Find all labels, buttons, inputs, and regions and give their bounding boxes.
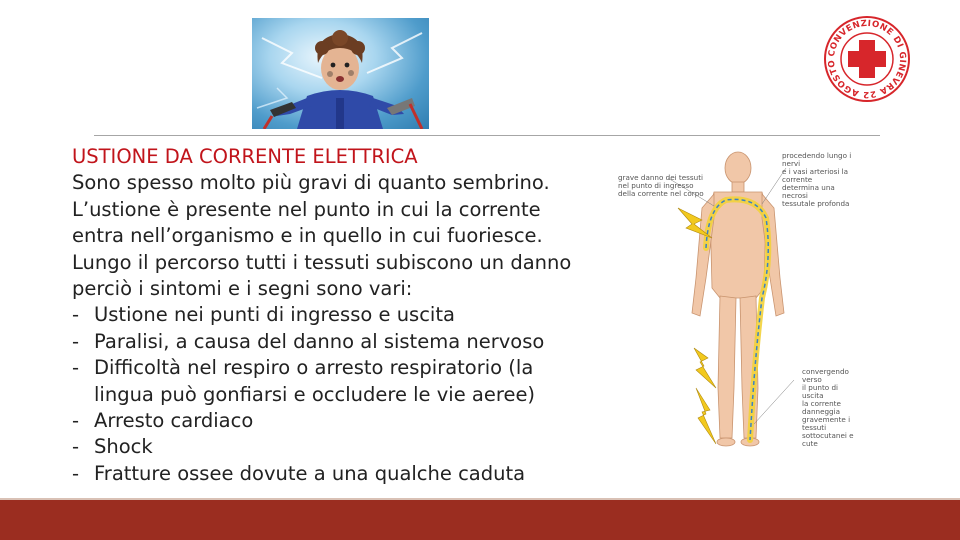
bullet-dash: - (72, 329, 80, 353)
paragraph-line: perciò i sintomi e i segni sono vari: (72, 277, 413, 301)
symptom-list (72, 302, 632, 487)
note-line: sottocutanei e cute (802, 431, 854, 448)
note-line: grave danno dei tessuti (618, 173, 704, 182)
note-line: determina una necrosi (782, 183, 835, 200)
entry-point-note (618, 174, 704, 198)
seal-ring-text: CONVENZIONE DI GINEVRA 22 AGOSTO (826, 18, 908, 100)
bullet-dash: - (72, 409, 80, 433)
bullet-dash: - (72, 461, 80, 485)
note-line: tessutale profonda (782, 199, 850, 208)
slide-title: USTIONE DA CORRENTE ELETTRICA (72, 145, 418, 168)
footer-bar (0, 500, 960, 540)
list-item-continuation: lingua può gonfiarsi e occludere le vie aeree) (94, 382, 536, 406)
list-item (72, 408, 632, 434)
note-line: e i vasi arteriosi la corrente (782, 167, 849, 184)
note-line: la corrente danneggia (802, 399, 841, 416)
bullet-dash: - (72, 435, 80, 459)
body-text (72, 144, 632, 487)
current-path-figure (616, 148, 860, 460)
list-item-text: Shock (94, 435, 153, 459)
note-line: nel punto di ingresso (618, 181, 694, 190)
list-item-text: Paralisi, a causa del danno al sistema nervoso (94, 329, 545, 353)
paragraph-line: L’ustione è presente nel punto in cui la corrente (72, 197, 541, 221)
list-item-text: Ustione nei punti di ingresso e uscita (94, 303, 455, 327)
note-line: convergendo verso (802, 367, 849, 384)
list-item (72, 461, 632, 487)
bullet-dash: - (72, 303, 80, 327)
list-item (72, 434, 632, 460)
note-line: della corrente nel corpo (618, 189, 704, 198)
paragraph-line: entra nell’organismo e in quello in cui fuoriesce. (72, 224, 543, 248)
nerve-path-note (782, 152, 860, 208)
list-item-text: Arresto cardiaco (94, 409, 254, 433)
divider-line (94, 135, 880, 136)
electrocution-photo (252, 18, 429, 129)
exit-point-note (802, 368, 860, 448)
red-cross-seal-icon (822, 14, 912, 104)
list-item (72, 329, 632, 355)
list-item (72, 302, 632, 328)
paragraph-line: Sono spesso molto più gravi di quanto sembrino. (72, 171, 550, 195)
bullet-dash: - (72, 356, 80, 380)
list-item-text: Fratture ossee dovute a una qualche caduta (94, 461, 526, 485)
note-line: il punto di uscita (802, 383, 839, 400)
paragraph-line: Lungo il percorso tutti i tessuti subiscono un danno (72, 250, 572, 274)
list-item-text: Difficoltà nel respiro o arresto respiratorio (la (94, 356, 534, 380)
list-item (72, 355, 632, 408)
note-line: procedendo lungo i nervi (782, 151, 852, 168)
note-line: gravemente i tessuti (802, 415, 851, 432)
